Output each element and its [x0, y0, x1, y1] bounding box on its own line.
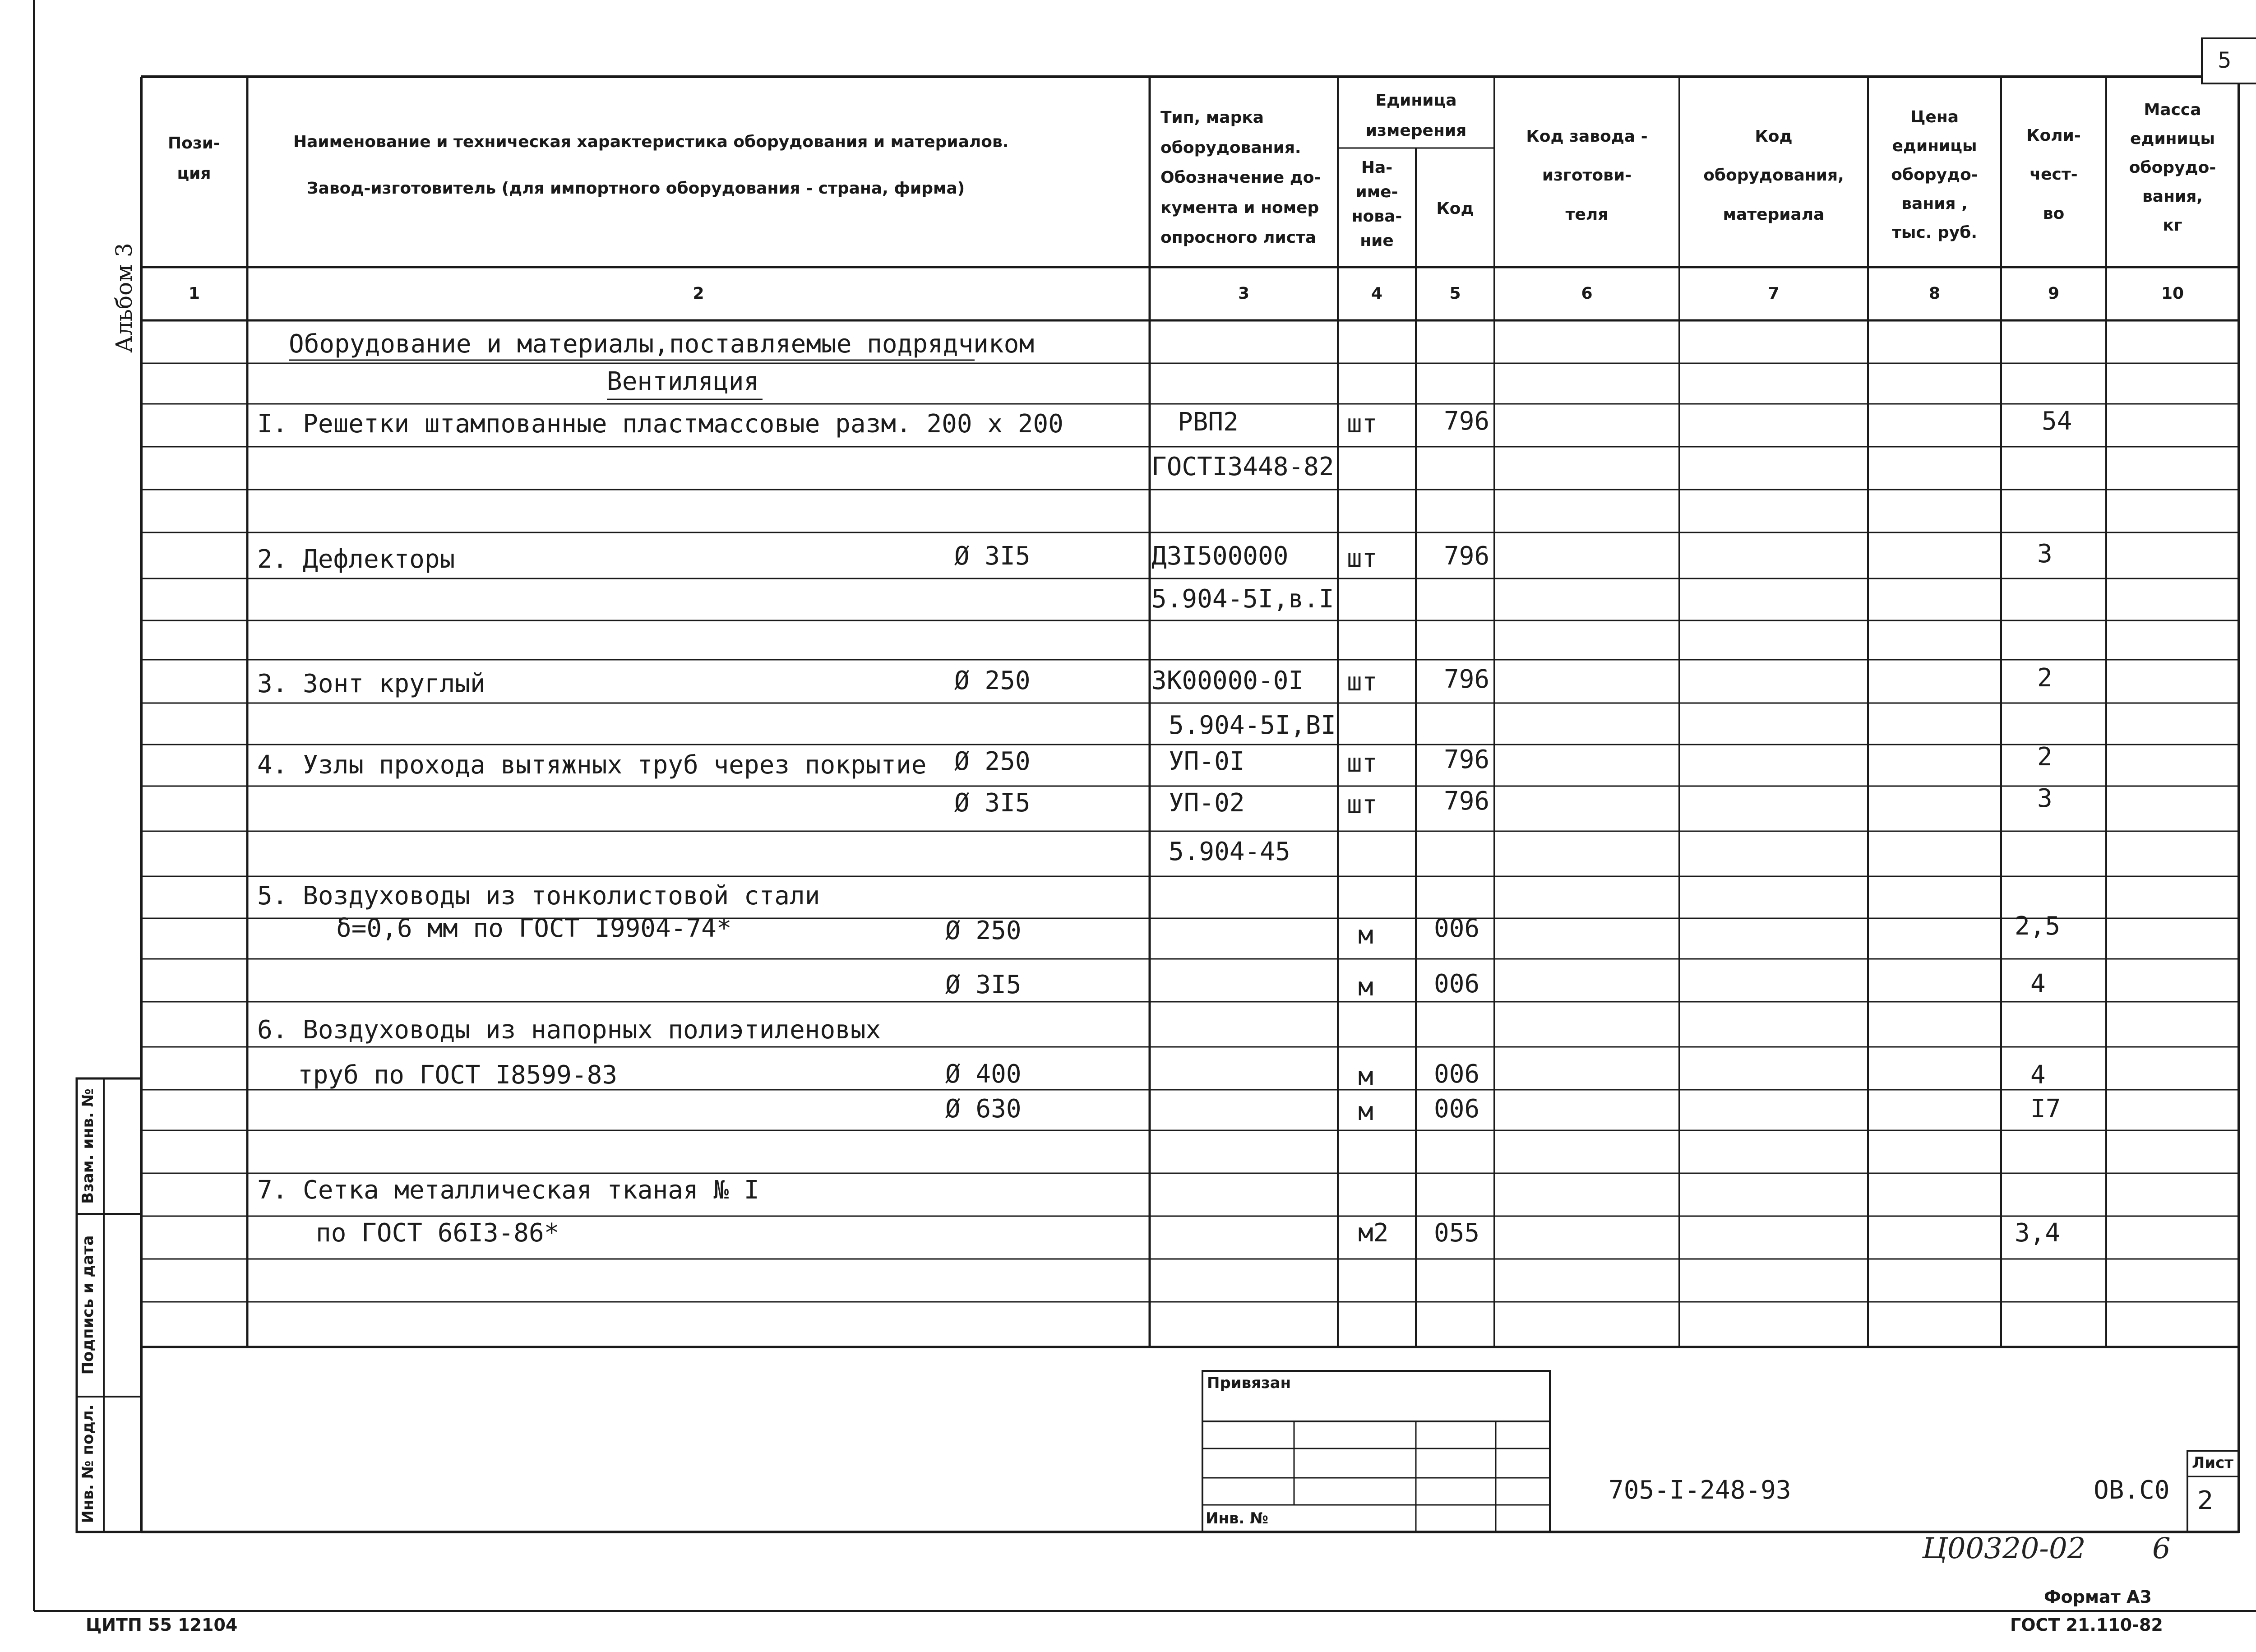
item-code: 055 [1434, 1218, 1480, 1248]
item-diameter: Ø 250 [954, 666, 1031, 695]
header-mass: Масса единицы оборудо- вания, кг [2129, 101, 2216, 235]
footer-format: Формат А3 [2044, 1587, 2152, 1607]
item-code: 006 [1434, 969, 1480, 999]
item-type: Д3I500000 [1151, 541, 1289, 571]
handwritten-number: 6 [2152, 1532, 2171, 1565]
item-unit: шт [1347, 544, 1378, 573]
item-unit: м [1358, 972, 1373, 1002]
item-unit: шт [1347, 749, 1378, 778]
header-unit-name: На- име- нова- ние [1351, 158, 1402, 250]
sheet-value: 2 [2197, 1486, 2214, 1515]
header-factory-code: Код завода - изготови- теля [1526, 127, 1648, 224]
item-type: УП-0I [1169, 747, 1245, 776]
item-quantity: 4 [2030, 969, 2046, 999]
header-unit-code: Код [1436, 199, 1474, 218]
col-number: 2 [693, 284, 704, 303]
item-diameter: Ø 250 [945, 916, 1022, 945]
col-number: 8 [1928, 284, 1941, 303]
item-subline: δ=0,6 мм по ГОСТ I9904-74* [336, 914, 732, 943]
item-code: 796 [1444, 407, 1490, 436]
item-doc: ГОСТI3448-82 [1151, 452, 1334, 481]
handwritten-code: Ц00320-02 [1922, 1532, 2086, 1565]
page-number: 5 [2218, 48, 2232, 73]
section-title: Оборудование и материалы,поставляемые подрядчиком [289, 329, 1035, 359]
header-name-line2: Завод-изготовитель (для импортного оборудования - страна, фирма) [307, 179, 965, 198]
item-name: 6. Воздуховоды из напорных полиэтиленовых [257, 1015, 881, 1045]
header-equipment-code: Код оборудования, материала [1703, 127, 1844, 224]
item-name: 3. Зонт круглый [257, 669, 485, 699]
item-diameter: Ø 400 [945, 1060, 1022, 1089]
header-type: Тип, марка оборудования. Обозначение до- кумента и номер опросного листа [1160, 108, 1321, 247]
item-unit: шт [1347, 790, 1378, 819]
side-label-signature: Подпись и дата [79, 1235, 97, 1375]
item-unit: шт [1347, 409, 1378, 439]
item-code: 796 [1444, 541, 1490, 571]
item-unit: м [1358, 921, 1373, 950]
col-number: 4 [1371, 284, 1383, 303]
col-number: 9 [2048, 284, 2060, 303]
item-code: 006 [1434, 1094, 1480, 1124]
item-quantity: 3 [2037, 539, 2053, 569]
footer-left: ЦИТП 55 12104 [86, 1615, 238, 1635]
item-diameter: Ø 630 [945, 1094, 1022, 1124]
col-number: 6 [1581, 284, 1593, 303]
item-unit: шт [1347, 667, 1378, 697]
header-name-line1: Наименование и техническая характеристика оборудования и материалов. [293, 133, 1009, 151]
item-diameter: Ø 3I5 [954, 788, 1031, 818]
item-subline: труб по ГОСТ I8599-83 [298, 1060, 618, 1090]
col-number: 5 [1449, 284, 1461, 303]
footer-gost: ГОСТ 21.110-82 [2010, 1615, 2163, 1635]
stamp-inv: Инв. № [1206, 1509, 1269, 1527]
header-price: Цена единицы оборудо- вания , тыс. руб. [1891, 108, 1978, 242]
item-quantity: 4 [2030, 1060, 2046, 1090]
header-position: Пози- ция [168, 134, 220, 183]
col-number: 1 [188, 284, 200, 303]
item-doc: 5.904-45 [1169, 837, 1290, 866]
item-name: 7. Сетка металлическая тканая № I [257, 1175, 759, 1205]
side-label-vzam: Взам. инв. № [79, 1088, 97, 1204]
doc-number: 705-I-248-93 [1609, 1476, 1791, 1505]
col-number: 7 [1768, 284, 1780, 303]
item-doc: 5.904-5I,в.I [1151, 584, 1334, 614]
item-type: УП-02 [1169, 788, 1245, 818]
item-code: 796 [1444, 745, 1490, 774]
item-code: 796 [1444, 787, 1490, 816]
item-quantity: 3,4 [2015, 1218, 2061, 1248]
item-unit: м2 [1358, 1218, 1389, 1248]
item-quantity: 2 [2037, 663, 2053, 693]
item-unit: м [1358, 1097, 1373, 1126]
item-quantity: 2 [2037, 742, 2053, 772]
item-name: 5. Воздуховоды из тонколистовой стали [257, 881, 820, 911]
item-unit: м [1358, 1062, 1373, 1091]
stamp-privyazan: Привязан [1207, 1374, 1291, 1392]
header-quantity: Коли- чест- во [2026, 126, 2081, 223]
item-quantity: 2,5 [2015, 912, 2061, 941]
item-quantity: 54 [2042, 407, 2072, 436]
album-label: Альбом 3 [111, 243, 137, 353]
item-name: 2. Дефлекторы [257, 545, 455, 574]
item-type: РВП2 [1178, 407, 1239, 437]
col-number: 10 [2161, 284, 2184, 303]
subsection-title: Вентиляция [607, 367, 759, 396]
item-code: 006 [1434, 1060, 1480, 1089]
item-name: I. Решетки штампованные пластмассовые разм. 200 х 200 [257, 409, 1063, 439]
item-name: 4. Узлы прохода вытяжных труб через покрытие [257, 750, 927, 780]
header-unit: Единица измерения [1365, 91, 1467, 140]
item-code: 796 [1444, 665, 1490, 694]
item-type: ЗК00000-0I [1151, 666, 1304, 695]
col-number: 3 [1238, 284, 1250, 303]
item-subline: по ГОСТ 66I3-86* [316, 1218, 559, 1248]
item-quantity: I7 [2030, 1094, 2061, 1124]
item-quantity: 3 [2037, 784, 2053, 813]
item-doc: 5.904-5I,ВI [1169, 711, 1336, 740]
item-diameter: Ø 3I5 [954, 541, 1031, 571]
item-diameter: Ø 250 [954, 747, 1031, 776]
side-label-inv: Инв. № подл. [79, 1404, 97, 1523]
sheet-label: Лист [2192, 1454, 2233, 1472]
item-diameter: Ø 3I5 [945, 970, 1022, 1000]
doc-mark: ОВ.С0 [2094, 1476, 2170, 1505]
item-code: 006 [1434, 914, 1480, 943]
